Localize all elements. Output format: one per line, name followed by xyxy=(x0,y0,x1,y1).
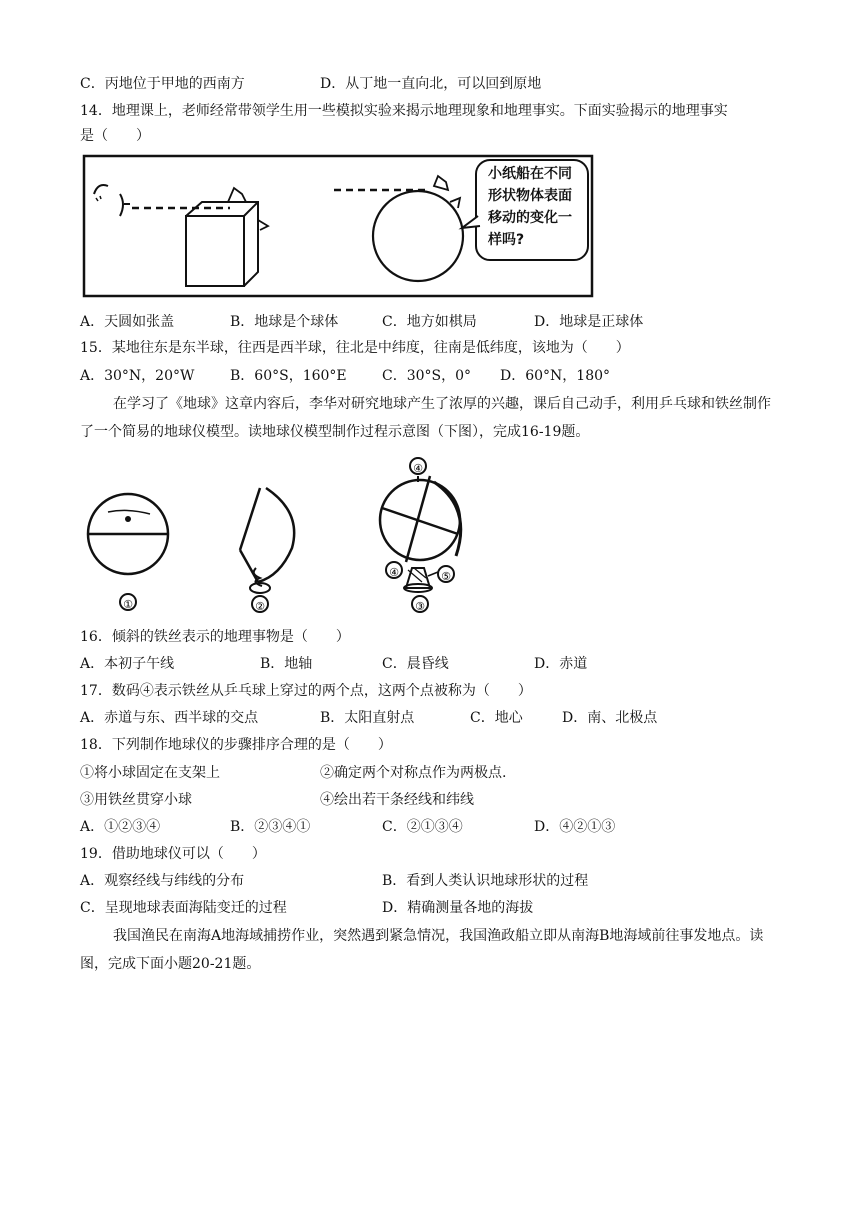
q18-step-3: ③用铁丝贯穿小球 xyxy=(80,792,192,808)
q16-option-b: B．地轴 xyxy=(260,656,313,672)
fig-label-4-left: ④ xyxy=(389,566,399,579)
q18-option-d: D．④②①③ xyxy=(534,819,616,835)
q18-option-a: A．①②③④ xyxy=(80,819,161,835)
q19-stem: 19．借助地球仪可以（ ） xyxy=(80,846,266,862)
q14-stem-line2: 是（ ） xyxy=(80,128,150,144)
q14-option-d: D．地球是正球体 xyxy=(534,314,644,330)
q18-step-4: ④绘出若干条经线和纬线 xyxy=(320,792,474,808)
q17-option-a: A．赤道与东、西半球的交点 xyxy=(80,710,259,726)
globe-making-figure xyxy=(80,452,480,618)
q15-option-a: A．30°N，20°W xyxy=(80,368,195,384)
bubble-line-2: 形状物体表面 xyxy=(488,188,572,204)
q17-option-c: C．地心 xyxy=(470,710,523,726)
bubble-line-4: 样吗? xyxy=(488,232,525,248)
q14-option-a: A．天圆如张盖 xyxy=(80,314,175,330)
q19-option-d: D．精确测量各地的海拔 xyxy=(382,900,534,916)
q13-option-d: D．从丁地一直向北，可以回到原地 xyxy=(320,76,542,92)
bubble-line-1: 小纸船在不同 xyxy=(488,166,572,182)
q15-option-b: B．60°S，160°E xyxy=(230,368,347,384)
fig-label-3: ③ xyxy=(415,600,425,613)
q15-option-d: D．60°N，180° xyxy=(500,368,611,384)
q19-option-b: B．看到人类认识地球形状的过程 xyxy=(382,873,589,889)
q15-stem: 15．某地往东是东半球，往西是西半球，往北是中纬度，往南是低纬度，该地为（ ） xyxy=(80,340,630,356)
q18-option-b: B．②③④① xyxy=(230,819,311,835)
q18-stem: 18．下列制作地球仪的步骤排序合理的是（ ） xyxy=(80,737,392,753)
q19-option-a: A．观察经线与纬线的分布 xyxy=(80,873,245,889)
q16-option-d: D．赤道 xyxy=(534,656,588,672)
fig-label-2: ② xyxy=(255,600,265,613)
q14-stem-line1: 14．地理课上，老师经常带领学生用一些模拟实验来揭示地理现象和地理事实。下面实验揭示的地理事实 xyxy=(80,103,728,119)
fig-label-4-top: ④ xyxy=(413,462,423,475)
q18-option-c: C．②①③④ xyxy=(382,819,463,835)
q17-option-d: D．南、北极点 xyxy=(562,710,658,726)
bubble-line-3: 移动的变化一 xyxy=(488,210,572,226)
q16-option-c: C．晨昏线 xyxy=(382,656,449,672)
q14-option-c: C．地方如棋局 xyxy=(382,314,477,330)
intro-16-19: 在学习了《地球》这章内容后，李华对研究地球产生了浓厚的兴趣，课后自己动手，利用乒乓球和铁丝制作了一个简易的地球仪模型。读地球仪模型制作过程示意图（下图），完成16-19题。 xyxy=(80,396,771,440)
q16-option-a: A．本初子午线 xyxy=(80,656,175,672)
q18-step-1: ①将小球固定在支架上 xyxy=(80,765,220,781)
q16-stem: 16．倾斜的铁丝表示的地理事物是（ ） xyxy=(80,629,350,645)
q14-option-b: B．地球是个球体 xyxy=(230,314,339,330)
q19-option-c: C．呈现地球表面海陆变迁的过程 xyxy=(80,900,287,916)
intro-20-21: 我国渔民在南海A地海域捕捞作业，突然遇到紧急情况，我国渔政船立即从南海B地海域前往事发地点。读图，完成下面小题20-21题。 xyxy=(80,928,764,972)
fig-label-5: ⑤ xyxy=(441,570,451,583)
q13-option-c: C．丙地位于甲地的西南方 xyxy=(80,76,245,92)
q15-option-c: C．30°S，0° xyxy=(382,368,472,384)
speech-bubble-text xyxy=(488,163,572,251)
q18-step-2: ②确定两个对称点作为两极点. xyxy=(320,765,507,781)
q17-stem: 17．数码④表示铁丝从乒乓球上穿过的两个点，这两个点被称为（ ） xyxy=(80,683,532,699)
fig-label-1: ① xyxy=(123,598,133,611)
q17-option-b: B．太阳直射点 xyxy=(320,710,415,726)
